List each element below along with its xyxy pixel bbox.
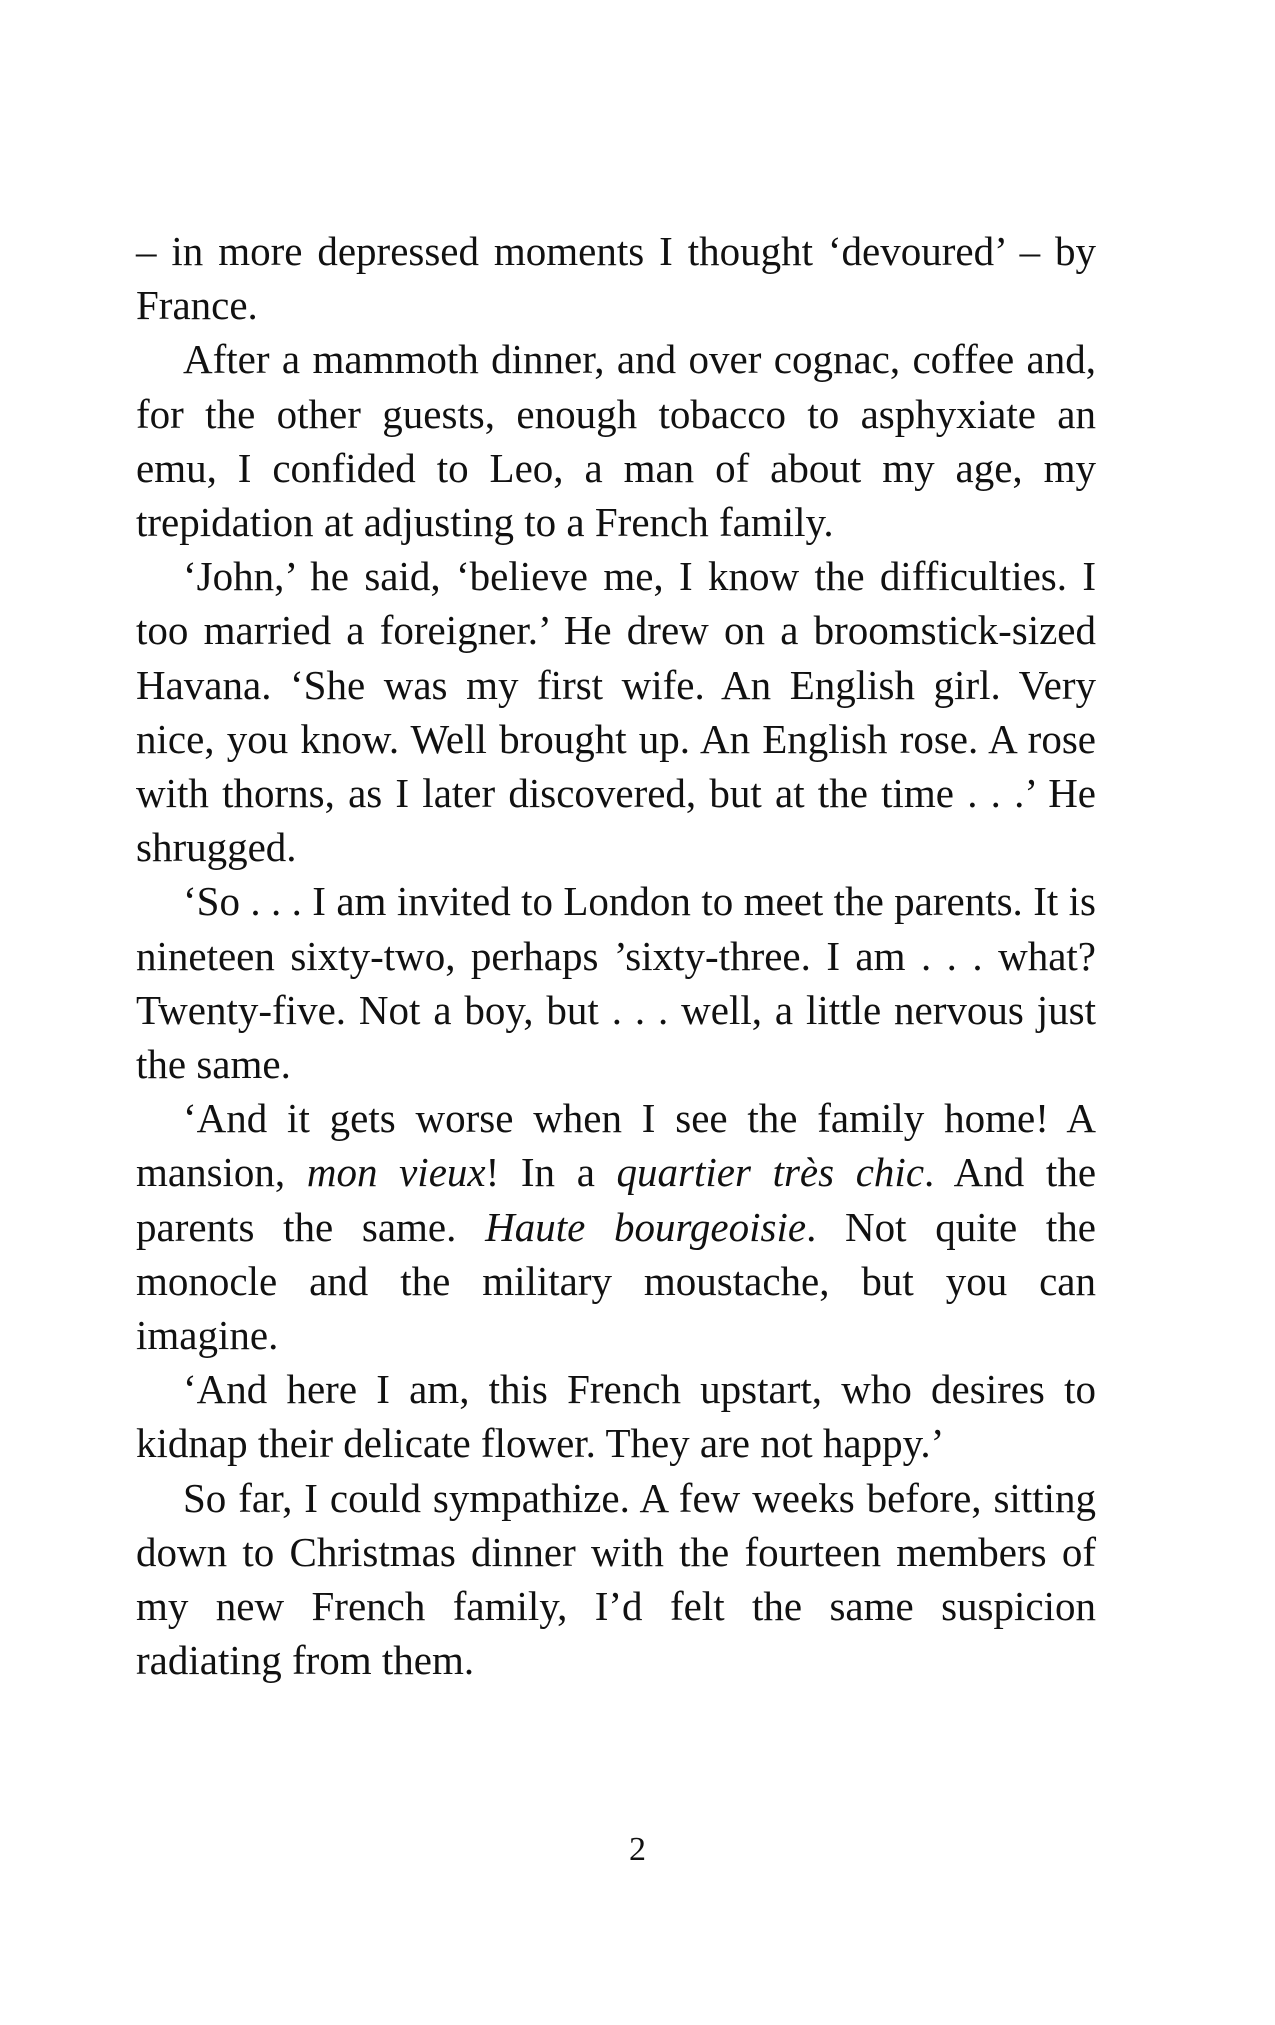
- text-run: – in more depressed moments I thought ‘devoured’ – by France.: [136, 228, 1096, 329]
- text-run: ‘John,’ he said, ‘believe me, I know the difficulties. I too married a foreigner.’ He drew on a broomstick-sized Havana. ‘She was my first wife. An English girl. Very nice, you know. Well brought up. An English rose. A rose with thorns, as I later discovered, but at the time . . .’ He shrugged.: [136, 553, 1096, 871]
- text-run: . Not quite the monocle and the military moustache, but you can imagine.: [136, 1203, 1096, 1359]
- italic-run: mon vieux: [306, 1149, 486, 1196]
- paragraph: [136, 1091, 1096, 1362]
- paragraph: [136, 332, 1096, 549]
- page-number: 2: [629, 1831, 646, 1868]
- text-run: So far, I could sympathize. A few weeks before, sitting down to Christmas dinner with the fourteen members of my new French family, I’d felt the same suspicion radiating from them.: [136, 1474, 1096, 1684]
- page-body: [136, 224, 1096, 1687]
- text-run: ‘And here I am, this French upstart, who desires to kidnap their delicate flower. They are not happy.’: [136, 1366, 1096, 1467]
- italic-run: quartier très chic: [616, 1149, 925, 1196]
- text-run: . And the parents the same.: [136, 1149, 1097, 1250]
- paragraph: [136, 549, 1096, 874]
- paragraph: [136, 1471, 1096, 1688]
- text-run: ! In a: [485, 1149, 617, 1196]
- text-run: After a mammoth dinner, and over cognac, coffee and, for the other guests, enough tobacco to asphyxiate an emu, I confided to Leo, a man of about my age, my trepidation at adjusting to a French family.: [136, 336, 1096, 546]
- paragraph: [136, 1362, 1096, 1470]
- text-run: ‘So . . . I am invited to London to meet the parents. It is nineteen sixty-two, perhaps ’sixty-three. I am . . . what? Twenty-five. Not a boy, but . . . well, a little nervous just the same.: [136, 878, 1096, 1088]
- paragraph: [136, 874, 1096, 1091]
- italic-run: Haute bourgeoisie: [485, 1203, 807, 1250]
- text-run: ‘And it gets worse when I see the family home! A mansion,: [136, 1095, 1096, 1196]
- paragraph: [136, 224, 1096, 332]
